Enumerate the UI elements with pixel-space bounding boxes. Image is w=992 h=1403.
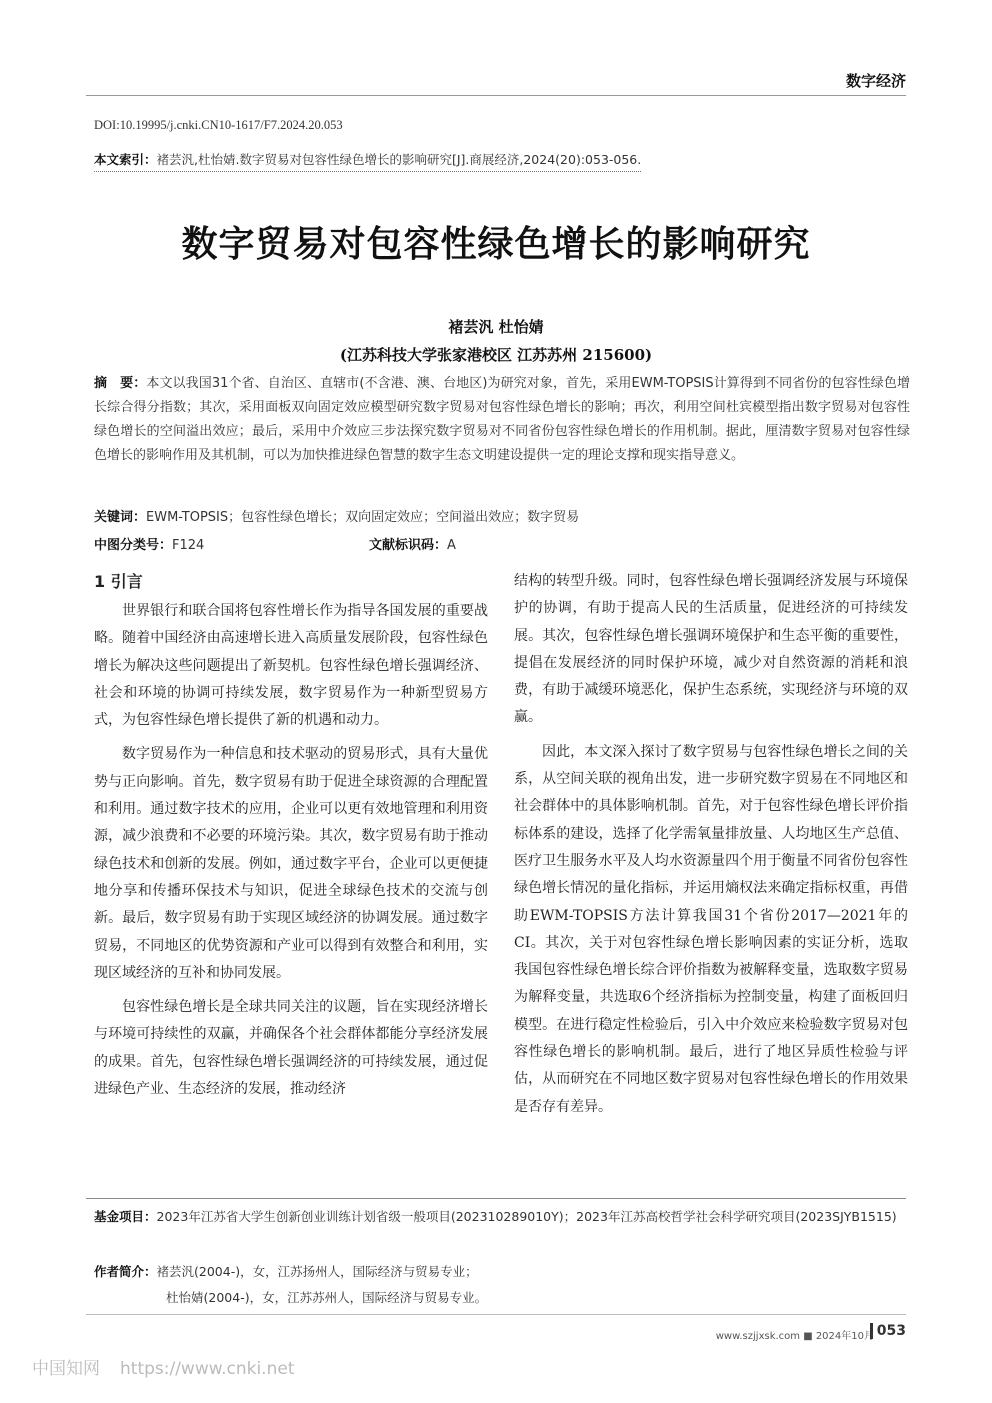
body-paragraph: 世界银行和联合国将包容性增长作为指导各国发展的重要战略。随着中国经济由高速增长进入高质量发展阶段，包容性绿色增长为解决这些问题提出了新契机。包容性绿色增长强调经济、社会和环境的协调可持续发展，数字贸易作为一种新型贸易方式，为包容性绿色增长提供了新的机遇和动力。 — [94, 603, 488, 729]
citation-line — [94, 150, 641, 172]
keywords-label: 关键词： — [94, 510, 147, 525]
article-title: 数字贸易对包容性绿色增长的影响研究 — [181, 224, 811, 265]
body-paragraph: 包容性绿色增长是全球共同关注的议题，旨在实现经济增长与环境可持续性的双赢，并确保各个社会群体都能分享经济发展的成果。首先，包容性绿色增长强调经济的可持续发展，通过促进绿色产业、生态经济的发展，推动经济 — [94, 999, 488, 1098]
keywords-text: EWM-TOPSIS；包容性绿色增长；双向固定效应；空间溢出效应；数字贸易 — [146, 510, 580, 525]
body-paragraph: 因此，本文深入探讨了数字贸易与包容性绿色增长之间的关系，从空间关联的视角出发，进一步研究数字贸易在不同地区和社会群体中的具体影响机制。首先，对于包容性绿色增长评价指标体系的建设，选择了化学需氧量排放量、人均地区生产总值、医疗卫生服务水平及人均水资源量四个用于衡量不同省份包容性绿色增长情况的量化指标，并运用熵权法来确定指标权重，再借助EWM-TOPSIS方法计算我国31个省份2017—2021年的CI。其次，关于对包容性绿色增长影响因素的实证分析，选取我国包容性绿色增长综合评价指数为被解释变量，选取数字贸易为解释变量，共选取6个经济指标为控制变量，构建了面板回归模型。在进行稳定性检验后，引入中介效应来检验数字贸易对包容性绿色增长的影响机制。最后，进行了地区异质性检验与评估，从而研究在不同地区数字贸易对包容性绿色增长的作用效果是否存有差异。 — [514, 743, 908, 1115]
clc-value: F124 — [172, 538, 205, 553]
body-column-right — [514, 568, 908, 1128]
doccode-label: 文献标识码： — [369, 538, 448, 553]
clc-label: 中图分类号： — [94, 538, 173, 553]
body-paragraph: 数字贸易作为一种信息和技术驱动的贸易形式，具有大量优势与正向影响。首先，数字贸易有助于促进全球资源的合理配置和利用。通过数字技术的应用，企业可以更有效地管理和利用资源，减少浪费和不必要的环境污染。其次，数字贸易有助于推动绿色技术和创新的发展。例如，通过数字平台，企业可以更便捷地分享和传播环保技术与知识，促进全球绿色技术的交流与创新。最后，数字贸易有助于实现区域经济的协调发展。通过数字贸易，不同地区的优势资源和产业可以得到有效整合和利用，实现区域经济的互补和协同发展。 — [94, 746, 488, 981]
funding-note — [94, 1206, 910, 1228]
citation-label: 本文索引： — [94, 152, 157, 167]
document-code — [369, 534, 456, 553]
body-column-left — [94, 568, 488, 1110]
article-affiliation: (江苏科技大学张家港校区 江苏苏州 215600) — [339, 346, 653, 364]
abstract-label: 摘 要： — [94, 376, 147, 391]
bio-label: 作者简介： — [94, 1264, 157, 1279]
doccode-value: A — [447, 538, 456, 553]
section-heading: 1 引言 — [94, 572, 143, 591]
page-number: 053 — [870, 1323, 906, 1339]
bio-text-1: 褚芸汎(2004-)，女，江苏扬州人，国际经济与贸易专业； — [156, 1264, 478, 1279]
author-bio-1 — [94, 1262, 478, 1280]
header-divider — [86, 95, 906, 96]
watermark-brand: 中国知网 — [32, 1359, 100, 1379]
footnote-divider — [86, 1198, 906, 1199]
magazine-info[interactable]: www.szjjxsk.com ■ 2024年10月 — [715, 1331, 874, 1342]
citation-text: 褚芸汎,杜怡婧.数字贸易对包容性绿色增长的影响研究[J].商展经济,2024(20):053-056. — [156, 152, 642, 167]
author-bio-2: 杜怡婧(2004-)，女，江苏苏州人，国际经济与贸易专业。 — [166, 1290, 488, 1305]
funding-text: 2023年江苏省大学生创新创业训练计划省级一般项目(202310289010Y)；2023年江苏高校哲学社会科学研究项目(2023SJYB1515) — [156, 1209, 897, 1224]
watermark — [32, 1354, 294, 1379]
clc-number — [94, 534, 204, 553]
keywords — [94, 506, 579, 525]
body-paragraph: 结构的转型升级。同时，包容性绿色增长强调经济发展与环境保护的协调，有助于提高人民的生活质量，促进经济的可持续发展。其次，包容性绿色增长强调环境保护和生态平衡的重要性，提倡在发展经济的同时保护环境，减少对自然资源的消耗和浪费，有助于减缓环境恶化，保护生态系统，实现经济与环境的双赢。 — [514, 573, 908, 726]
doi-line[interactable]: DOI:10.19995/j.cnki.CN10-1617/F7.2024.20.053 — [94, 118, 343, 132]
funding-label: 基金项目： — [94, 1209, 157, 1224]
page-footer-divider — [86, 1314, 906, 1315]
abstract — [94, 372, 910, 468]
watermark-url[interactable]: https://www.cnki.net — [120, 1359, 295, 1379]
abstract-text: 本文以我国31个省、自治区、直辖市(不含港、澳、台地区)为研究对象，首先，采用EWM-TOPSIS计算得到不同省份的包容性绿色增长综合得分指数；其次，采用面板双向固定效应模型研究数字贸易对包容性绿色增长的影响；再次，利用空间杜宾模型指出数字贸易对包容性绿色增长的空间溢出效应；最后，采用中介效应三步法探究数字贸易对不同省份包容性绿色增长的作用机制。据此，厘清数字贸易对包容性绿色增长的影响作用及其机制，可以为加快推进绿色智慧的数字生态文明建设提供一定的理论支撑和现实指导意义。 — [94, 376, 910, 463]
section-tag: 数字经济 — [845, 72, 906, 90]
article-authors: 褚芸汎 杜怡婧 — [448, 318, 544, 336]
